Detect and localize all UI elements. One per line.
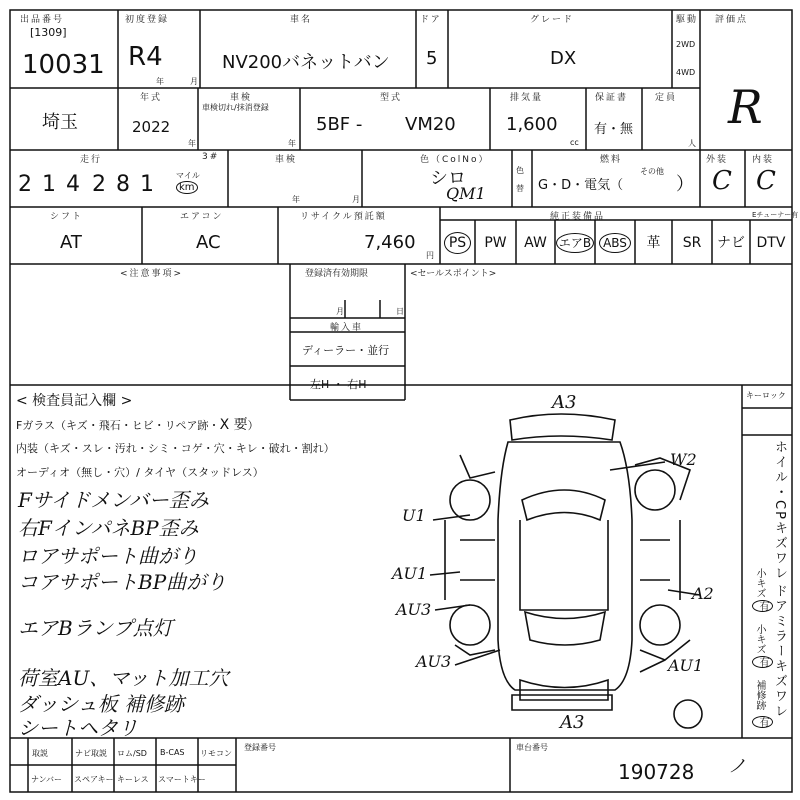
repair-yes: 有 bbox=[752, 716, 773, 728]
interior-header: 内装 bbox=[752, 155, 775, 165]
bottom-label: スペアキー bbox=[74, 775, 114, 784]
era-year: R4 bbox=[128, 42, 163, 72]
history-unit-month: 月 bbox=[352, 195, 360, 204]
expiry-day-label: 日 bbox=[396, 307, 404, 316]
dealer: ディーラー・並行 bbox=[302, 344, 390, 357]
type-header: 型式 bbox=[380, 93, 403, 103]
option-navi: ナビ bbox=[717, 235, 745, 251]
repair-label: 補修跡 bbox=[754, 680, 765, 710]
option-sr: SR bbox=[682, 235, 702, 251]
recycle-header: リサイクル預託額 bbox=[300, 212, 387, 222]
inspector-note: 荷室AU、マット加工穴 bbox=[18, 666, 229, 690]
option-pw: PW bbox=[484, 235, 507, 251]
bottom-label: リモコン bbox=[200, 749, 232, 758]
exterior-header: 外装 bbox=[706, 155, 729, 165]
mirror-small: 小キズ bbox=[754, 624, 765, 654]
score-header: 評価点 bbox=[715, 15, 749, 25]
bottom-label: ナビ取説 bbox=[75, 749, 107, 758]
lot-number: 10031 bbox=[22, 50, 105, 80]
year-header: 初度登録 bbox=[125, 15, 170, 25]
inspector-note: ダッシュ板 補修跡 bbox=[18, 692, 184, 716]
mileage-digit: 1 bbox=[42, 172, 56, 197]
option-leather: 革 bbox=[646, 235, 661, 251]
option-dtv: DTV bbox=[756, 235, 786, 251]
fuel-other-label: その他 bbox=[640, 167, 664, 176]
history-unit-year: 年 bbox=[292, 195, 300, 204]
mileage-digit: 1 bbox=[140, 172, 154, 197]
drive-2wd: 2WD bbox=[676, 40, 696, 49]
nendo: 2022 bbox=[132, 118, 171, 136]
lot-header: 出品番号 bbox=[20, 15, 65, 25]
damage-mark-left-rear: AU3 bbox=[396, 600, 432, 619]
km-unit-label: km bbox=[176, 181, 198, 194]
type-prefix: 5BF - bbox=[316, 114, 363, 135]
num3-header: 3# bbox=[202, 152, 220, 162]
history-header: 車検 bbox=[275, 155, 298, 165]
equip-header: 純正装備品 bbox=[550, 212, 606, 222]
inspection-unit: 年 bbox=[288, 139, 296, 148]
damage-mark-right-quarter: AU1 bbox=[668, 656, 704, 675]
cc-header: 排気量 bbox=[510, 93, 544, 103]
chassis-header: 車台番号 bbox=[516, 743, 548, 752]
damage-mark-windshield: W2 bbox=[670, 450, 697, 469]
damage-mark-front: A3 bbox=[552, 392, 577, 413]
nendo-unit: 年 bbox=[188, 139, 196, 148]
color: シロ bbox=[430, 168, 466, 189]
damage-mark-left-door: AU1 bbox=[392, 564, 428, 583]
warranty-header: 保証書 bbox=[595, 93, 629, 103]
damage-mark-left-quarter: AU3 bbox=[416, 652, 452, 671]
sales-header: <セールスポイント> bbox=[410, 269, 497, 279]
chassis-mark: ノ bbox=[728, 756, 746, 777]
notes-header: <注意事項> bbox=[120, 269, 184, 279]
score: R bbox=[728, 80, 763, 134]
inspector-note: エアBランプ点灯 bbox=[18, 616, 173, 640]
region: 埼玉 bbox=[42, 112, 78, 133]
option-ps bbox=[440, 226, 475, 260]
tuner-header: Eチューナー有 bbox=[752, 211, 799, 219]
capacity-unit: 人 bbox=[688, 139, 696, 148]
inspector-note: 右FインパネBP歪み bbox=[18, 516, 199, 540]
color-header: 色（ColNo） bbox=[420, 155, 490, 165]
recycle-unit: 円 bbox=[426, 251, 434, 260]
bottom-label: 取説 bbox=[32, 749, 48, 758]
model-name: NV200バネットバン bbox=[222, 52, 390, 73]
fuel-close: ） bbox=[676, 174, 694, 195]
mirror-yes: 有 bbox=[752, 656, 773, 668]
mileage-digits bbox=[18, 172, 164, 197]
fuel: G・D・電気（ bbox=[538, 178, 624, 193]
cc-unit: cc bbox=[570, 138, 579, 147]
bottom-label: ロム/SD bbox=[117, 749, 147, 758]
inspector-note: コアサポートBP曲がり bbox=[18, 570, 227, 594]
chassis-number: 190728 bbox=[618, 760, 695, 784]
wheel-yes: 有 bbox=[752, 600, 773, 612]
warranty: 有・無 bbox=[594, 122, 634, 137]
glass-line bbox=[16, 414, 259, 434]
mileage-header: 走行 bbox=[80, 155, 103, 165]
doors: 5 bbox=[426, 48, 438, 69]
glass-line-text: Fガラス（キズ・飛石・ヒビ・リペア跡・ bbox=[16, 419, 220, 432]
damage-mark-right-door: A2 bbox=[692, 584, 714, 603]
bottom-label: キーレス bbox=[117, 775, 149, 784]
reg-no-header: 登録番号 bbox=[244, 743, 276, 752]
option-airbag bbox=[555, 226, 595, 260]
expiry-month-label: 月 bbox=[336, 307, 344, 316]
steering: 左H ・ 右H bbox=[310, 378, 367, 391]
exterior: C bbox=[712, 166, 732, 196]
inspector-note: シートヘタリ bbox=[18, 716, 138, 740]
damage-mark-left-front: U1 bbox=[402, 506, 426, 525]
audio-line: オーディオ（無し・穴）/ タイヤ（スタッドレス） bbox=[16, 466, 264, 479]
reg-expiry-header: 登録済有効期限 bbox=[305, 269, 369, 279]
inspector-title: < 検査員記入欄 > bbox=[16, 393, 133, 409]
inspection-value: 車検切れ/抹消登録 bbox=[202, 103, 269, 112]
inspector-note: Fサイドメンバー歪み bbox=[18, 488, 209, 512]
color-code: QM1 bbox=[446, 184, 486, 203]
color-change-label: 色替 bbox=[516, 166, 524, 193]
wheel-text: ホイル・CPキズワレ bbox=[772, 440, 787, 581]
shift-header: シフト bbox=[50, 212, 84, 222]
displacement: 1,600 bbox=[506, 114, 558, 135]
option-abs bbox=[595, 226, 635, 260]
km-unit bbox=[176, 182, 198, 193]
import-header: 輸入車 bbox=[330, 323, 364, 333]
mileage-digit: 2 bbox=[92, 172, 106, 197]
mileage-digit: 4 bbox=[66, 172, 80, 197]
wheel-small: 小キズ bbox=[754, 568, 765, 598]
grade: DX bbox=[550, 48, 577, 69]
option-airbag-label: エアB bbox=[556, 233, 594, 253]
drive-4wd: 4WD bbox=[676, 68, 696, 77]
interior: C bbox=[756, 166, 776, 196]
keyless-header: キーロック bbox=[746, 391, 786, 400]
glass-x: X 要 bbox=[219, 417, 248, 433]
bottom-label: B-CAS bbox=[160, 748, 185, 757]
fuel-header: 燃料 bbox=[600, 155, 623, 165]
shift: AT bbox=[60, 232, 82, 253]
recycle: 7,460 bbox=[364, 232, 416, 253]
interior-line: 内装（キズ・スレ・汚れ・シミ・コゲ・穴・キレ・破れ・割れ） bbox=[16, 442, 335, 455]
mileage-digit: 8 bbox=[116, 172, 130, 197]
inspector-note: ロアサポート曲がり bbox=[18, 544, 198, 568]
glass-close: ） bbox=[247, 419, 259, 432]
bottom-label: ナンバー bbox=[31, 775, 63, 784]
mileage-digit: 2 bbox=[18, 172, 32, 197]
nendo-header: 年式 bbox=[140, 93, 163, 103]
year-unit: 年 bbox=[156, 77, 164, 86]
door-header: ドア bbox=[420, 15, 442, 25]
option-aw: AW bbox=[524, 235, 547, 251]
ac-header: エアコン bbox=[180, 212, 224, 222]
inspection-header: 車検 bbox=[230, 93, 253, 103]
capacity-header: 定員 bbox=[655, 93, 678, 103]
mile-unit: マイル bbox=[176, 171, 200, 180]
month-unit: 月 bbox=[190, 77, 198, 86]
lot-small: [1309] bbox=[30, 26, 67, 39]
bottom-label: スマートキー bbox=[158, 775, 206, 784]
type-code: VM20 bbox=[405, 114, 456, 135]
option-abs-label: ABS bbox=[599, 233, 631, 253]
grade-header: グレード bbox=[530, 15, 575, 25]
ac: AC bbox=[196, 232, 221, 253]
damage-mark-rear: A3 bbox=[560, 712, 585, 733]
option-ps-label: PS bbox=[444, 232, 471, 254]
drive-header: 駆動 bbox=[676, 15, 699, 25]
mirror-text: ドアミラーキズワレ bbox=[772, 584, 787, 719]
model-header: 車名 bbox=[290, 15, 313, 25]
car-diagram bbox=[430, 414, 702, 728]
